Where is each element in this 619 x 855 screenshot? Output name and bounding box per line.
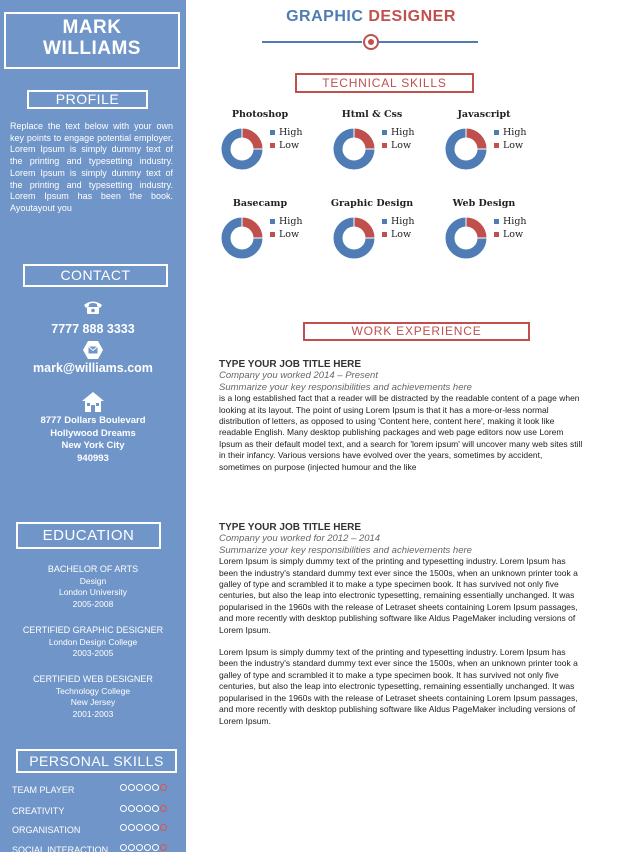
donut-chart (332, 216, 376, 260)
skill-rating (120, 784, 168, 793)
legend-entry (270, 140, 303, 153)
chart-title: Basecamp (232, 198, 288, 209)
job-summary: Summarize your key responsibilities and achievements here (219, 544, 472, 556)
email-icon (81, 340, 105, 360)
slice-low (242, 217, 263, 238)
rating-dot (120, 784, 127, 791)
legend-label: Low (279, 140, 300, 151)
job-entry (219, 359, 584, 473)
legend-label: Low (279, 229, 300, 240)
degree: BACHELOR OF ARTS (47, 564, 139, 574)
legend-swatch (382, 130, 387, 135)
legend-entry (494, 216, 527, 229)
rating-dot (136, 824, 143, 831)
job-entry (219, 522, 584, 727)
skill-chart (322, 198, 442, 278)
legend-entry (494, 127, 527, 140)
legend-label: Low (391, 140, 412, 151)
chart-title: Javascript (457, 109, 511, 120)
personal-skills-heading: PERSONAL SKILLS (16, 749, 177, 773)
job-company: Company you worked for 2012 – 2014 (219, 533, 381, 545)
legend-entry (382, 127, 415, 140)
chart-legend (494, 127, 527, 153)
rating-dot (128, 805, 135, 812)
education-line: 2005-2008 (72, 598, 114, 609)
education-line: 2001-2003 (72, 708, 114, 719)
job-title-heading (186, 8, 556, 26)
donut-chart (444, 216, 488, 260)
slice-low (466, 128, 487, 149)
legend-entry (270, 229, 303, 242)
donut-chart (332, 127, 376, 171)
legend-label: Low (391, 229, 412, 240)
legend-swatch (382, 232, 387, 237)
phone-number: 7777 888 3333 (51, 322, 135, 336)
legend-swatch (270, 143, 275, 148)
degree: CERTIFIED WEB DESIGNER (33, 674, 153, 684)
rating-dot (136, 844, 143, 851)
job-title: TYPE YOUR JOB TITLE HERE (219, 359, 362, 370)
chart-title: Photoshop (231, 109, 289, 120)
education-line: New Jersey (70, 697, 116, 707)
rating-dot (128, 784, 135, 791)
legend-swatch (382, 143, 387, 148)
contact-heading: CONTACT (23, 264, 168, 287)
legend-entry (270, 216, 303, 229)
legend-label: High (279, 127, 303, 138)
last-name: WILLIAMS (43, 38, 141, 59)
skill-rating (120, 824, 168, 833)
profile-text: Replace the text below with your own key points to engage potential employer. Lorem Ipsum is simply dummy text of the printing and typesetting industry. Lorem Ipsum is simply dummy text of the printing and typesetting industry. Lorem Ipsum has been the book. Ayoutayout you (10, 121, 173, 213)
rating-dot (120, 805, 127, 812)
skill-chart (210, 198, 330, 278)
education-item (0, 625, 186, 660)
legend-swatch (382, 219, 387, 224)
donut-chart (220, 216, 264, 260)
rating-dot (160, 805, 167, 812)
legend-label: High (391, 216, 415, 227)
skill-chart (322, 109, 442, 189)
job-description: Lorem Ipsum is simply dummy text of the printing and typesetting industry. Lorem Ipsum has been the industry's standard dummy text ever since the 1500s, when an unknown printer took a galley of type and scrambled it to make a type specimen book. It has survived not only five centuries, but also the leap into electronic typesetting, remaining essentially unchanged. It was popularised in the 1960s with the release of Letraset sheets containing Lorem Ipsum passages, and more recently with desktop publishing software like Aldus PageMaker including versions of Lorem Ipsum. (219, 556, 578, 635)
education-line: London Design College (48, 636, 138, 647)
legend-entry (494, 229, 527, 242)
job-company: Company you worked 2014 – Present (219, 370, 378, 382)
legend-entry (382, 229, 415, 242)
legend-swatch (270, 232, 275, 237)
legend-label: High (503, 127, 527, 138)
title-word-1: GRAPHIC (286, 8, 364, 25)
legend-label: High (391, 127, 415, 138)
personal-skill-label: CREATIVITY (12, 806, 65, 816)
title-word-2: DESIGNER (368, 8, 456, 25)
phone-icon (81, 296, 105, 316)
degree: CERTIFIED GRAPHIC DESIGNER (22, 625, 164, 635)
personal-skill-label: ORGANISATION (12, 825, 81, 835)
slice-low (466, 217, 487, 238)
rating-dot (152, 844, 159, 851)
work-experience-heading: WORK EXPERIENCE (303, 322, 530, 341)
donut-chart (444, 127, 488, 171)
legend-swatch (494, 143, 499, 148)
first-name: MARK (62, 17, 122, 38)
address-line: New York City (61, 440, 125, 452)
rating-dot (128, 824, 135, 831)
chart-legend (270, 216, 303, 242)
legend-label: Low (503, 229, 524, 240)
education-line: London University (58, 587, 128, 597)
name-box (4, 12, 180, 69)
rating-dot (144, 844, 151, 851)
rating-dot (136, 784, 143, 791)
legend-entry (494, 140, 527, 153)
home-icon (81, 391, 105, 413)
job-description: Lorem Ipsum is simply dummy text of the printing and typesetting industry. Lorem Ipsum has been the industry's standard dummy text ever since the 1500s, when an unknown printer took a galley of type and scrambled it to make a type specimen book. It has survived not only five centuries, but also the leap into electronic typesetting, remaining essentially unchanged. It was popularised in the 1960s with the release of Letraset sheets containing Lorem Ipsum passages, and more recently with desktop publishing software like Aldus PageMaker including versions of Lorem Ipsum. (219, 647, 578, 726)
title-divider-right (378, 41, 478, 43)
rating-dot (120, 824, 127, 831)
donut-chart (220, 127, 264, 171)
legend-label: High (503, 216, 527, 227)
job-summary: Summarize your key responsibilities and achievements here (219, 381, 472, 393)
education-line: 2003-2005 (72, 648, 114, 658)
legend-entry (270, 127, 303, 140)
legend-swatch (270, 219, 275, 224)
education-line: Technology College (55, 685, 131, 696)
profile-heading: PROFILE (27, 90, 148, 109)
address (0, 415, 186, 466)
title-divider-circle (363, 34, 379, 50)
personal-skill-label: TEAM PLAYER (12, 785, 75, 795)
legend-swatch (494, 219, 499, 224)
address-line: Hollywood Dreams (50, 427, 136, 439)
skill-chart (434, 198, 554, 278)
education-heading: EDUCATION (16, 522, 161, 549)
rating-dot (136, 805, 143, 812)
skill-chart (210, 109, 330, 189)
personal-skill-label: SOCIAL INTERACTION (12, 845, 109, 855)
skill-rating (120, 805, 168, 814)
rating-dot (144, 824, 151, 831)
education-item (0, 674, 186, 720)
rating-dot (120, 844, 127, 851)
chart-legend (382, 127, 415, 153)
legend-label: High (279, 216, 303, 227)
rating-dot (152, 805, 159, 812)
title-divider-left (262, 41, 362, 43)
legend-swatch (270, 130, 275, 135)
legend-swatch (494, 232, 499, 237)
education-item (0, 564, 186, 610)
chart-legend (270, 127, 303, 153)
rating-dot (152, 824, 159, 831)
rating-dot (160, 844, 167, 851)
chart-title: Html & Css (341, 109, 403, 120)
legend-swatch (494, 130, 499, 135)
technical-skills-heading: TECHNICAL SKILLS (295, 73, 474, 93)
chart-title: Graphic Design (330, 198, 414, 209)
rating-dot (152, 784, 159, 791)
rating-dot (160, 784, 167, 791)
job-title: TYPE YOUR JOB TITLE HERE (219, 522, 362, 533)
rating-dot (144, 805, 151, 812)
rating-dot (128, 844, 135, 851)
email-address: mark@williams.com (33, 361, 153, 375)
skill-chart (434, 109, 554, 189)
rating-dot (144, 784, 151, 791)
rating-dot (160, 824, 167, 831)
chart-legend (382, 216, 415, 242)
slice-low (354, 217, 375, 238)
legend-entry (382, 140, 415, 153)
legend-label: Low (503, 140, 524, 151)
chart-title: Web Design (452, 198, 516, 209)
sidebar (0, 0, 186, 855)
chart-legend (494, 216, 527, 242)
address-line: 940993 (77, 453, 109, 465)
legend-entry (382, 216, 415, 229)
slice-low (242, 128, 263, 149)
address-line: 8777 Dollars Boulevard (40, 415, 146, 426)
job-description: is a long established fact that a reader will be distracted by the readable content of a page when looking at its layout. The point of using Lorem Ipsum is that it has a more-or-less normal distribution of letters, as opposed to using 'Content here, content here', making it look like readable English. Many desktop publishing packages and web page editors now use Lorem Ipsum as their default model text, and a search for 'lorem ipsum' will uncover many web sites still in their infancy. Various versions have evolved over the years, sometimes by accident, sometimes on purpose (injected humour and the like (219, 393, 583, 472)
education-line: Design (79, 575, 107, 586)
slice-low (354, 128, 375, 149)
